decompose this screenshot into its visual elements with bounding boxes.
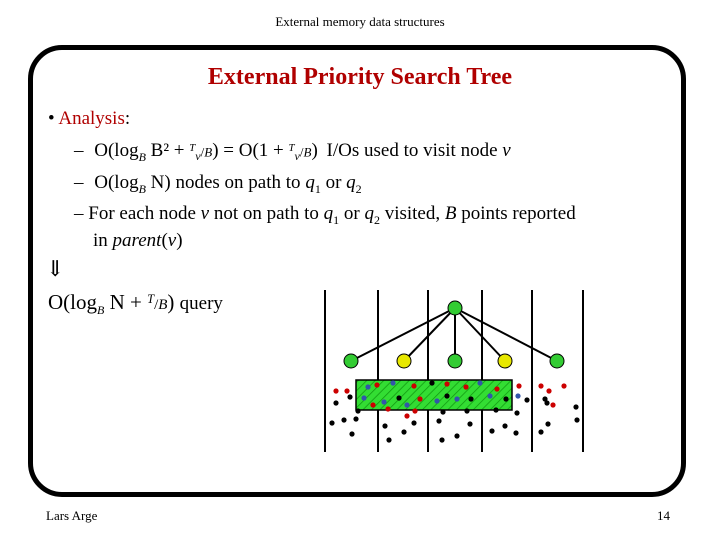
data-point	[561, 383, 566, 388]
data-point	[344, 388, 349, 393]
fraction-num: T	[189, 141, 196, 154]
data-point	[329, 420, 334, 425]
fraction-num: T	[288, 141, 295, 154]
child-node	[344, 354, 358, 368]
data-point	[361, 395, 366, 400]
data-point	[516, 383, 521, 388]
fraction-sub: v	[294, 148, 300, 163]
data-point	[429, 380, 434, 385]
data-point	[374, 382, 379, 387]
formula-sub: B	[138, 181, 146, 196]
data-point	[550, 402, 555, 407]
slide-title: External Priority Search Tree	[207, 64, 513, 90]
data-point	[544, 400, 549, 405]
data-point	[355, 408, 360, 413]
data-point	[347, 394, 352, 399]
bullet-marker: •	[48, 108, 55, 129]
item-text: not on path to	[209, 203, 324, 224]
bullet-label: Analysis	[58, 108, 125, 129]
data-point	[514, 410, 519, 415]
data-point	[404, 413, 409, 418]
item-text: or	[339, 203, 365, 224]
data-point	[404, 402, 409, 407]
data-point	[417, 396, 422, 401]
formula-part: ) = O(1 +	[212, 140, 289, 161]
formula-sub: B	[97, 303, 105, 318]
item-text: points reported	[456, 203, 576, 224]
fraction-sub: v	[195, 148, 201, 163]
item-sub: 2	[355, 181, 362, 196]
data-point	[386, 437, 391, 442]
child-node	[397, 354, 411, 368]
data-point	[411, 383, 416, 388]
item-var: q	[305, 172, 315, 193]
child-node	[550, 354, 564, 368]
data-point	[545, 421, 550, 426]
data-point	[439, 437, 444, 442]
implies-arrow: ⇓	[46, 256, 65, 281]
root-node	[448, 301, 462, 315]
tree-edges	[351, 308, 557, 361]
data-point	[487, 393, 492, 398]
bullet-colon: :	[124, 108, 131, 129]
data-point	[390, 380, 395, 385]
data-point	[494, 386, 499, 391]
formula-part: B² +	[145, 140, 190, 161]
item-text: in	[93, 230, 113, 251]
data-point	[574, 417, 579, 422]
result-text: query	[179, 293, 223, 314]
data-point	[401, 429, 406, 434]
data-point	[370, 402, 375, 407]
item-text: )	[176, 230, 183, 251]
item-var: v	[167, 230, 177, 251]
item-var: q	[323, 203, 334, 224]
data-point	[454, 396, 459, 401]
data-point	[468, 396, 473, 401]
item-var: v	[502, 140, 511, 161]
formula-sub: B	[138, 149, 146, 164]
data-point	[412, 408, 417, 413]
data-point	[467, 421, 472, 426]
data-point	[538, 383, 543, 388]
data-point	[385, 406, 390, 411]
formula-part: N)	[145, 172, 171, 193]
item-sub: 2	[373, 212, 380, 227]
data-point	[434, 398, 439, 403]
item-var: B	[444, 203, 457, 224]
data-point	[333, 388, 338, 393]
formula-part: O(log	[94, 140, 139, 161]
data-point	[411, 420, 416, 425]
data-point	[477, 380, 482, 385]
formula-part: )	[167, 290, 175, 314]
data-point	[463, 384, 468, 389]
data-point	[349, 431, 354, 436]
data-point	[513, 430, 518, 435]
data-point	[454, 433, 459, 438]
item-var: q	[346, 172, 356, 193]
item-var: v	[200, 203, 210, 224]
data-point	[382, 423, 387, 428]
fraction: $^T_v$/B	[189, 141, 213, 163]
data-point	[524, 397, 529, 402]
data-point	[444, 393, 449, 398]
data-point	[503, 396, 508, 401]
data-point	[365, 384, 370, 389]
footer-author: Lars Arge	[46, 508, 98, 523]
data-point	[353, 416, 358, 421]
fraction: $^T_v$/B	[288, 141, 312, 163]
child-node	[498, 354, 512, 368]
child-node	[448, 354, 462, 368]
formula-part: O(log	[94, 172, 139, 193]
fraction-num: T	[147, 292, 155, 306]
item-dash: –	[74, 203, 84, 224]
data-point	[546, 388, 551, 393]
data-point	[493, 407, 498, 412]
data-point	[440, 409, 445, 414]
fraction-den: B	[204, 144, 213, 159]
data-point	[396, 395, 401, 400]
item-dash: –	[74, 140, 84, 161]
data-point	[502, 423, 507, 428]
item-text: (	[161, 230, 168, 251]
item-text: For each node	[88, 203, 201, 224]
data-point	[464, 408, 469, 413]
item-text: visited,	[379, 203, 445, 224]
data-point	[515, 393, 520, 398]
fraction: $^T$/B	[147, 292, 168, 313]
formula-part: O(log	[48, 290, 97, 314]
item-var: q	[364, 203, 374, 224]
data-point	[444, 381, 449, 386]
item-text: nodes on path to	[175, 172, 306, 193]
slide-header: External memory data structures	[275, 14, 445, 29]
item-dash: –	[74, 172, 84, 193]
item-sub: 1	[314, 181, 321, 196]
data-point	[341, 417, 346, 422]
data-point	[436, 418, 441, 423]
item-sub: 1	[333, 212, 340, 227]
item-text: I/Os used to visit node	[326, 140, 503, 161]
formula-part: N +	[104, 290, 148, 314]
item-text: or	[320, 172, 347, 193]
data-point	[489, 428, 494, 433]
data-point	[573, 404, 578, 409]
data-point	[538, 429, 543, 434]
fraction-den: B	[158, 297, 168, 313]
footer-page-number: 14	[657, 508, 670, 523]
formula-part: )	[311, 140, 318, 161]
fraction-den: B	[303, 144, 312, 159]
data-point	[381, 399, 386, 404]
data-point	[333, 400, 338, 405]
item-var: parent	[112, 230, 162, 251]
